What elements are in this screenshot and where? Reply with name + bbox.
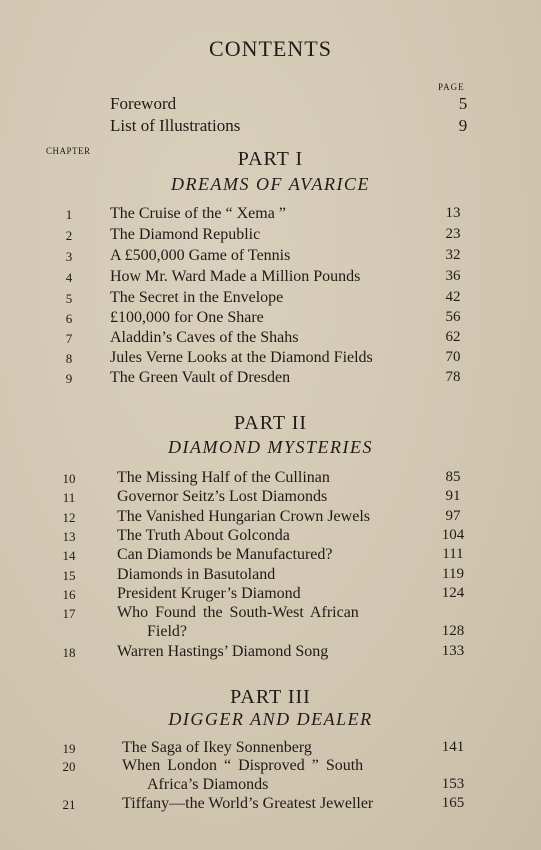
chapter-number: 16	[62, 587, 76, 602]
page-title: CONTENTS	[209, 36, 332, 61]
chapter-page: 91	[445, 488, 461, 504]
chapter-title: The Cruise of the “ Xema ”	[110, 205, 286, 222]
chapter-entry	[0, 309, 541, 329]
chapter-title-line1: When London “ Disproved ” South	[122, 757, 364, 774]
chapter-entry	[0, 757, 541, 793]
chapter-page: 13	[445, 205, 461, 221]
chapter-title: The Vanished Hungarian Crown Jewels	[117, 508, 370, 525]
chapter-number: 2	[65, 228, 73, 243]
chapter-title: Governor Seitz’s Lost Diamonds	[117, 488, 328, 505]
chapter-number: 18	[62, 645, 76, 660]
chapter-page: 128	[441, 623, 465, 639]
chapter-title: The Truth About Golconda	[117, 527, 290, 544]
part-subtitle: DIGGER AND DEALER	[168, 709, 373, 729]
chapter-entry	[0, 508, 541, 528]
chapter-title-line2: Africa’s Diamonds	[147, 776, 269, 793]
chapter-page: 62	[445, 329, 461, 345]
chapter-title: The Green Vault of Dresden	[110, 369, 291, 386]
chapter-title: Diamonds in Basutoland	[117, 566, 276, 583]
part-heading: PART I	[237, 148, 304, 170]
chapter-title: How Mr. Ward Made a Million Pounds	[110, 268, 361, 285]
chapter-page: 36	[445, 268, 461, 284]
chapter-number: 13	[62, 529, 76, 544]
chapter-page: 165	[441, 795, 465, 811]
chapter-title: Tiffany—the World’s Greatest Jeweller	[122, 795, 374, 812]
chapter-number: 11	[62, 490, 76, 505]
chapter-title: The Missing Half of the Cullinan	[117, 469, 330, 486]
chapter-number: 21	[62, 797, 76, 812]
chapter-number: 14	[62, 548, 76, 563]
chapter-entry	[0, 469, 541, 489]
part-subtitle: DIAMOND MYSTERIES	[168, 437, 373, 457]
page-column-label: PAGE	[438, 82, 465, 92]
chapter-page: 141	[441, 739, 465, 755]
chapter-entry	[0, 369, 541, 389]
chapter-title: £100,000 for One Share	[110, 309, 264, 326]
chapter-entry	[0, 527, 541, 547]
chapter-number: 10	[62, 471, 76, 486]
chapter-title: A £500,000 Game of Tennis	[110, 247, 291, 264]
chapter-page: 133	[441, 643, 465, 659]
chapter-number: 9	[65, 371, 73, 386]
chapter-number: 7	[65, 331, 73, 346]
chapter-title-line2: Field?	[147, 623, 187, 640]
part-heading: PART II	[233, 412, 308, 434]
chapter-page: 153	[441, 776, 465, 792]
entry-page: 9	[458, 116, 468, 135]
chapter-entry	[0, 349, 541, 369]
chapter-number: 3	[65, 249, 73, 264]
chapter-page: 23	[445, 226, 461, 242]
chapter-title: Jules Verne Looks at the Diamond Fields	[110, 349, 373, 366]
chapter-number: 12	[62, 510, 76, 525]
chapter-number: 19	[62, 741, 76, 756]
chapter-entry	[0, 205, 541, 225]
entry-title: List of Illustrations	[110, 116, 241, 135]
chapter-entry	[0, 488, 541, 508]
chapter-page: 104	[441, 527, 465, 543]
chapter-entry	[0, 226, 541, 246]
chapter-page: 70	[445, 349, 461, 365]
chapter-title: Warren Hastings’ Diamond Song	[117, 643, 329, 660]
chapter-number: 4	[65, 270, 73, 285]
chapter-entry	[0, 247, 541, 267]
chapter-entry	[0, 329, 541, 349]
chapter-title: The Saga of Ikey Sonnenberg	[122, 739, 312, 756]
chapter-number: 8	[65, 351, 73, 366]
chapter-number: 15	[62, 568, 76, 583]
chapter-entry	[0, 795, 541, 815]
chapter-page: 97	[445, 508, 461, 524]
chapter-title: Aladdin’s Caves of the Shahs	[110, 329, 299, 346]
chapter-column-label: CHAPTER	[46, 146, 91, 156]
chapter-entry	[0, 268, 541, 288]
chapter-page: 78	[445, 369, 461, 385]
chapter-number: 6	[65, 311, 73, 326]
chapter-page: 32	[445, 247, 461, 263]
chapter-entry	[0, 289, 541, 309]
part-heading: PART III	[230, 686, 311, 708]
chapter-number: 1	[65, 207, 73, 222]
chapter-number: 20	[62, 759, 76, 774]
chapter-page: 124	[441, 585, 465, 601]
chapter-title-line1: Who Found the South-West African	[117, 604, 359, 621]
chapter-page: 119	[442, 566, 464, 582]
chapter-number: 5	[65, 291, 73, 306]
chapter-entry	[0, 585, 541, 605]
chapter-title: The Secret in the Envelope	[110, 289, 284, 306]
part-subtitle: DREAMS OF AVARICE	[171, 174, 370, 194]
entry-page: 5	[458, 94, 468, 113]
chapter-entry	[0, 546, 541, 566]
entry-title: Foreword	[110, 94, 177, 113]
chapter-number: 17	[62, 606, 76, 621]
chapter-page: 111	[442, 546, 464, 562]
chapter-title: Can Diamonds be Manufactured?	[117, 546, 333, 563]
chapter-entry	[0, 566, 541, 586]
chapter-title: President Kruger’s Diamond	[117, 585, 301, 602]
chapter-entry	[0, 643, 541, 663]
chapter-title: The Diamond Republic	[110, 226, 261, 243]
chapter-entry	[0, 739, 541, 759]
chapter-page: 42	[445, 289, 461, 305]
chapter-page: 85	[445, 469, 461, 485]
chapter-page: 56	[445, 309, 461, 325]
chapter-entry	[0, 604, 541, 640]
